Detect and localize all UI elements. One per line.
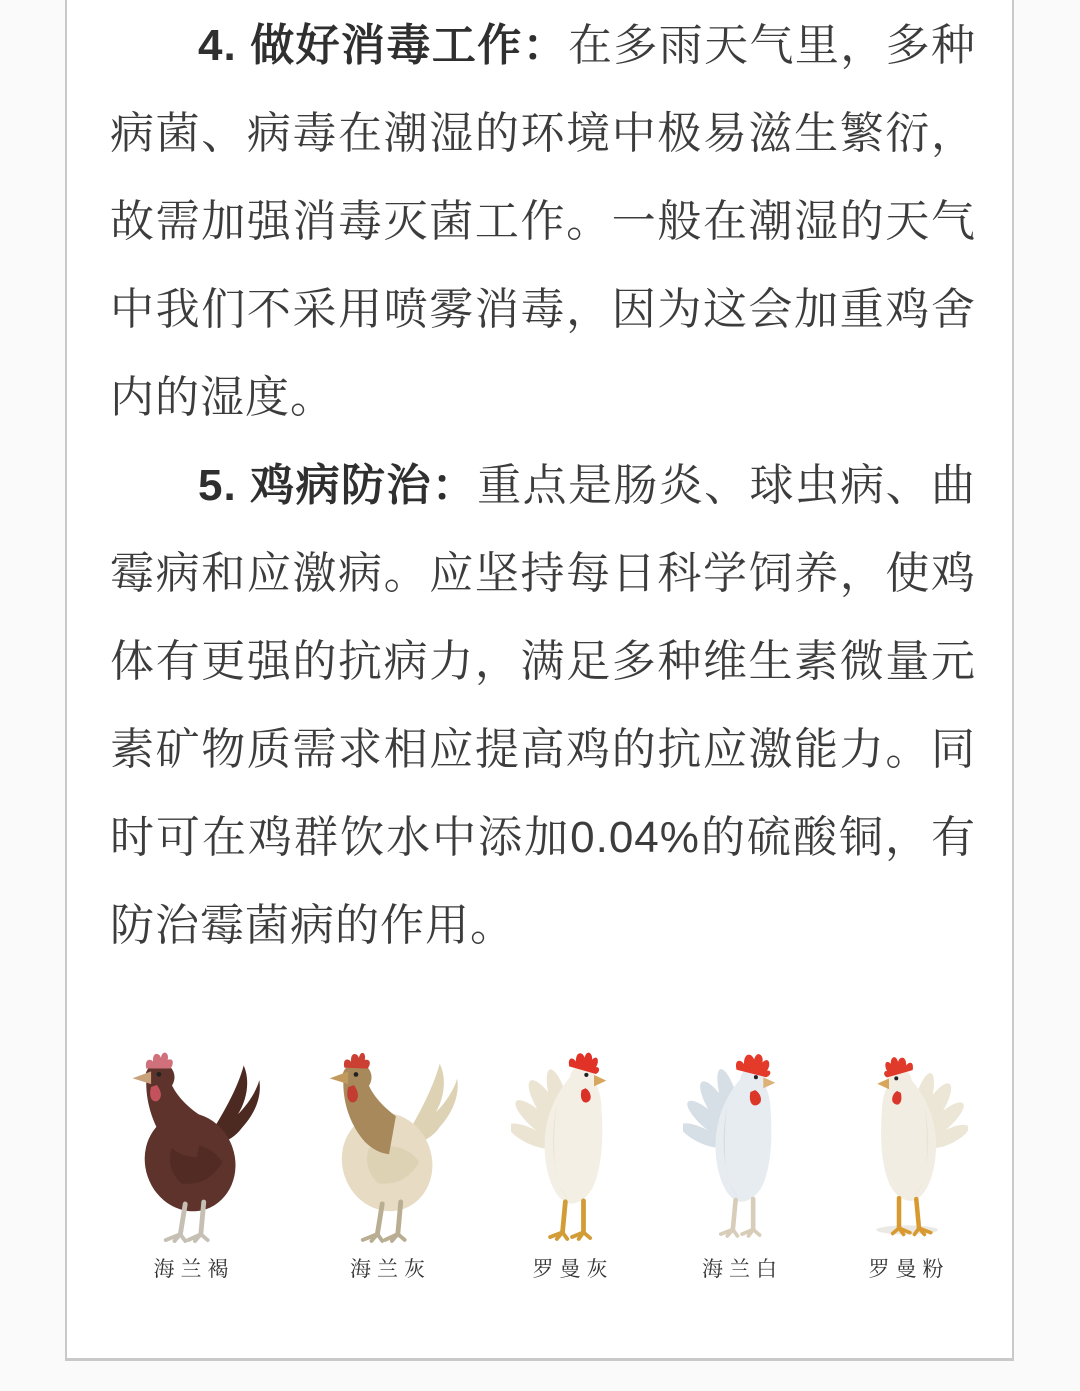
breed-label-hyline-brown: 海兰褐	[153, 1258, 235, 1281]
breed-item-hyline-white	[683, 1048, 803, 1283]
paragraph-disease-prevention	[110, 442, 976, 970]
breed-item-hyline-grey	[318, 1048, 464, 1283]
breed-label-lohmann-pink: 罗曼粉	[868, 1258, 950, 1281]
breed-label-hyline-white: 海兰白	[702, 1258, 783, 1281]
paragraph-disease-prevention-text: 重点是肠炎、球虫病、曲霉病和应激病。应坚持每日科学饲养，使鸡体有更强的抗病力，满足多种维生素微量元素矿物质需求相应提高鸡的抗应激能力。同时可在鸡群饮水中添加0.04%的硫酸铜，有防治霉菌病的作用。	[110, 461, 977, 950]
breed-item-lohmann-grey	[511, 1048, 635, 1283]
chicken-image-hyline-grey	[318, 1048, 464, 1243]
breed-item-hyline-brown	[118, 1048, 270, 1283]
paragraph-disinfection-lead: 4. 做好消毒工作：	[198, 21, 568, 70]
paragraph-disinfection	[110, 2, 976, 442]
chicken-breeds-figure	[110, 1048, 976, 1283]
article-card	[65, 0, 1014, 1361]
breed-item-lohmann-pink	[850, 1048, 968, 1283]
chicken-image-lohmann-pink	[850, 1048, 968, 1243]
article-content	[67, 0, 1012, 1283]
chicken-image-hyline-white	[683, 1048, 803, 1243]
chicken-image-hyline-brown	[118, 1048, 270, 1243]
breed-label-lohmann-grey: 罗曼灰	[532, 1258, 614, 1281]
paragraph-disease-prevention-lead: 5. 鸡病防治：	[198, 461, 478, 510]
paragraph-disinfection-text: 在多雨天气里，多种病菌、病毒在潮湿的环境中极易滋生繁衍，故需加强消毒灭菌工作。一般在潮湿的天气中我们不采用喷雾消毒，因为这会加重鸡舍内的湿度。	[110, 21, 977, 422]
breed-label-hyline-grey: 海兰灰	[350, 1258, 431, 1281]
chicken-image-lohmann-grey	[511, 1048, 635, 1243]
